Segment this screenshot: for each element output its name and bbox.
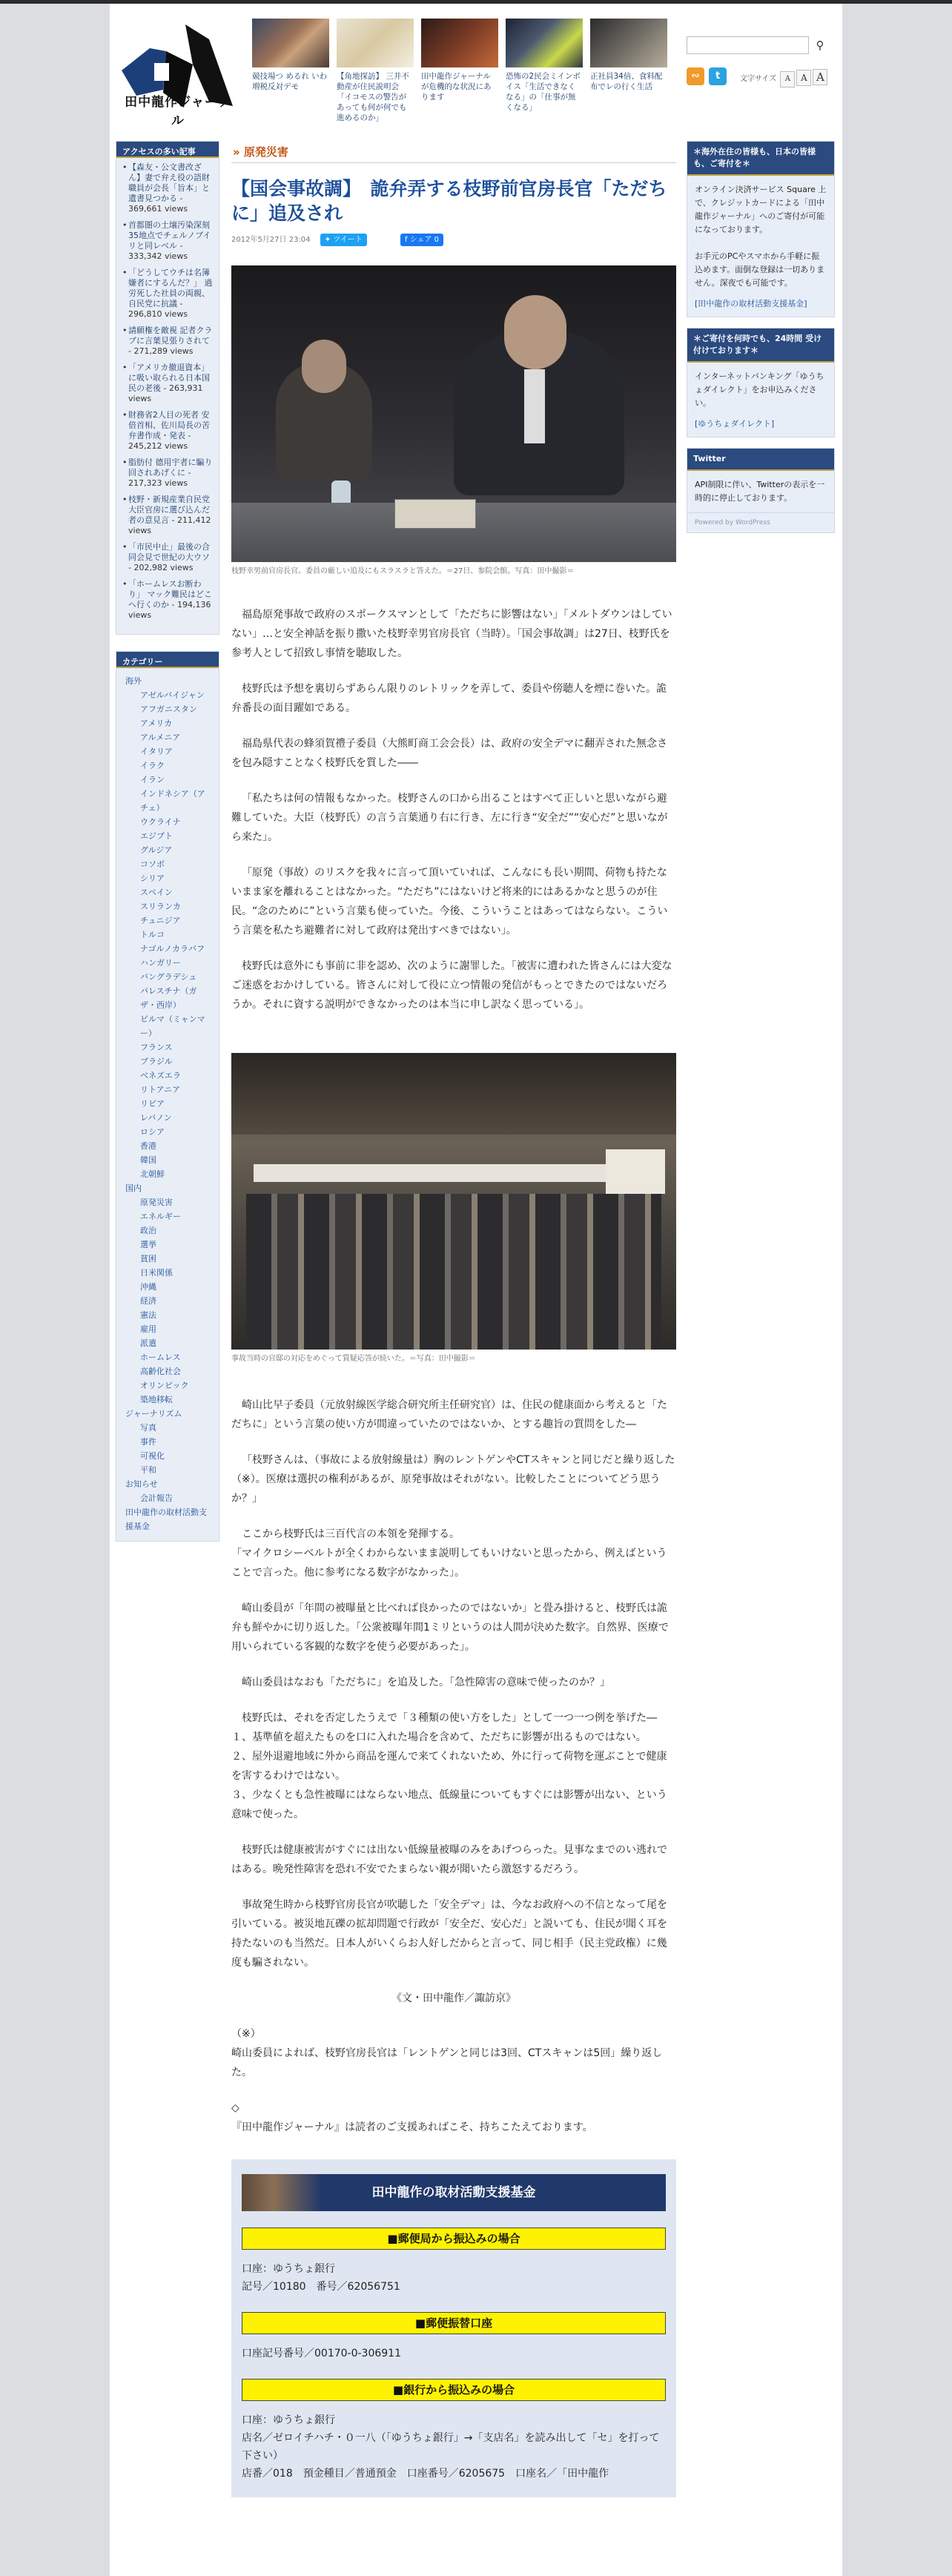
ranking-item[interactable] (122, 363, 213, 404)
category-item[interactable]: アルメニア (140, 733, 181, 742)
category-item[interactable]: 沖縄 (140, 1282, 156, 1292)
fund-line: 口座：ゆうちょ銀行 (242, 2414, 335, 2426)
article-date: 2012年5月27日 23:04 (231, 236, 311, 244)
ranking-link[interactable]: 脂肪付 德用宇者に騙り回されあげくに (128, 458, 213, 478)
category-item[interactable]: スペイン (140, 888, 173, 897)
fund-line: 口座：ゆうちょ銀行 (242, 2263, 335, 2275)
twitter-text: API制限に伴い、Twitterの表示を一時的に停止しております。 (695, 480, 825, 503)
donation-link[interactable]: [田中龍作の取材活動支援基金] (695, 299, 807, 308)
category-item[interactable]: エジプト (140, 831, 173, 841)
tweet-label: ツイート (333, 235, 363, 244)
article-meta (231, 233, 676, 248)
fund-section-lines (242, 2260, 666, 2296)
category-item[interactable]: 原発災害 (140, 1198, 173, 1207)
rss-icon[interactable]: ∾ (687, 67, 704, 85)
category-item[interactable]: シリア (140, 873, 165, 883)
thumb-image (252, 19, 329, 67)
article-paragraph: 「私たちは何の情報もなかった。枝野さんの口から出ることはすべて正しいと思いながら避難していた。大臣（枝野氏）の言う言葉通り右に行き、左に行き“安全だ”“安心だ”と思いながら来た」。 (231, 793, 668, 843)
article-paragraph: 事故発生時から枝野官房長官が吹聴した「安全デマ」は、今なお政府への不信となって尾を引いている。被災地瓦礫の拡却問題で行政が「安全だ、安心だ」と説いても、住民が聞く耳を持たないのも当然だ。日本人がいくらお人好しだからと言って、同じ相手（民主党政権）に幾度も騙されない。 (231, 1899, 667, 1969)
category-item[interactable]: アフガニスタン (140, 704, 197, 714)
category-item[interactable]: 事件 (140, 1437, 156, 1447)
category-item[interactable]: 北朝鮮 (140, 1169, 165, 1179)
category-widget (116, 651, 219, 1542)
font-size-large-button[interactable]: A (813, 69, 827, 85)
category-item[interactable]: 国内 (125, 1183, 142, 1193)
fund-line: 口座記号番号／00170‐0‐306911 (242, 2348, 401, 2359)
category-item[interactable]: トルコ (140, 930, 165, 939)
category-item[interactable]: 貧困 (140, 1254, 156, 1264)
category-item[interactable]: ジャーナリズム (125, 1409, 182, 1419)
category-item[interactable]: ベネズエラ (140, 1071, 181, 1080)
article-paragraph: 枝野氏は健康被害がすぐには出ない低線量被曝のみをあげつらった。見事なまでのい逃れではある。晩発性障害を恐れ不安でたまらない親が聞いたら激怒するだろう。 (231, 1844, 667, 1875)
ranking-item[interactable] (122, 268, 213, 320)
fund-section-header: ■郵便局から振込みの場合 (242, 2227, 666, 2250)
thumb-caption[interactable]: 正社員34倍、食料配布でレの行く生活 (590, 72, 663, 91)
category-item[interactable]: ナゴルノカラバフ (140, 944, 205, 954)
article-paragraph: 「原発（事故）のリスクを我々に言って頂いていれば、こんなにも長い期間、荷物も持たないまま家を離れることはなかった。“ただち”にはないけど将来的にはあるかなと思うのが住民。“念のために”という言葉も使っていた。今後、こういうことはあってはならない。こういう言葉を私たち避難者に対して政府は発出すべきではない」。 (231, 867, 668, 937)
category-item[interactable]: 会計報告 (140, 1493, 173, 1503)
category-item[interactable]: 雇用 (140, 1324, 156, 1334)
font-size-label: 文字サイズ (740, 75, 777, 83)
fund-sections (242, 2227, 666, 2483)
category-item[interactable]: 高齢化社会 (140, 1367, 181, 1376)
category-item[interactable]: インドネシア（アチェ） (140, 789, 205, 813)
thumb-image (590, 19, 667, 67)
site-header (110, 4, 842, 137)
fund-line: 店番／018 預金種目／普通預金 口座番号／6205675 口座名／「田中龍作 (242, 2468, 609, 2480)
ranking-item[interactable] (122, 410, 213, 452)
category-item[interactable]: アメリカ (140, 719, 173, 728)
category-item[interactable]: 海外 (125, 676, 142, 686)
fund-title: 田中龍作の取材活動支援基金 (371, 2185, 536, 2200)
article-paragraph: ここから枝野氏は三百代言の本領を発揮する。 「マイクロシーベルトが全くわからないまま説明してもいけないと思ったから、例えばということで言った。他に参考になる数字がなかった」。 (231, 1528, 667, 1579)
category-item[interactable]: グルジア (140, 845, 173, 855)
category-item[interactable]: ホームレス (140, 1353, 181, 1362)
thumb-image (337, 19, 414, 67)
article-paragraph: 福島県代表の蜂須賀禮子委員（大熊町商工会会長）は、政府の安全デマに翻弄された無念さを包み隠すことなく枝野氏を質した―― (231, 738, 667, 769)
ranking-title: アクセスの多い記事 (116, 142, 219, 158)
divider-mark: ◇ (231, 2102, 239, 2114)
thumb-caption[interactable]: 恐怖の2民会ミインボイス「生活できなくなる」の「仕事が無くなる」 (506, 72, 581, 112)
category-item[interactable]: 香港 (140, 1141, 156, 1151)
banking-title: ＊ご寄付を何時でも、24時間 受け付けております＊ (687, 328, 834, 363)
ranking-views: - 202,982 views (128, 563, 194, 572)
powered-by[interactable]: Powered by WordPress (687, 512, 834, 532)
thumb-caption[interactable]: 競技場つ めるれ いわ増税反対デモ (252, 72, 328, 91)
ranking-views: - 263,931 views (128, 383, 203, 403)
category-item[interactable]: フランス (140, 1043, 173, 1052)
thumb-image (506, 19, 583, 67)
article-paragraph: 崎山委員が「年間の被曝量と比べれば良かったのではないか」と畳み掛けると、枝野氏は詭弁も鮮やかに切り返した。「公衆被曝年間1ミリというのは人間が決めた数字。自然界、医療で用いられている客観的な数字を使う必要があった」。 (231, 1602, 669, 1653)
category-title: カテゴリー (116, 652, 219, 668)
category-item[interactable]: リトアニア (140, 1085, 181, 1094)
ranking-views: - 333,342 views (128, 241, 188, 261)
ranking-views: - 271,289 views (128, 346, 194, 356)
ranking-item[interactable] (122, 458, 213, 489)
ranking-item[interactable] (122, 162, 213, 214)
fund-section-header: ■銀行から振込みの場合 (242, 2379, 666, 2401)
category-item[interactable]: コソボ (140, 859, 165, 869)
ranking-widget (116, 141, 219, 635)
category-item[interactable]: アゼルバイジャン (140, 690, 205, 700)
ranking-link[interactable]: 首都圏の土壌汚染深刻 35地点でチェルノブイリと同レベル (128, 220, 211, 251)
ranking-link[interactable]: 「ホームレスお断わり」 マック難民はどこへ行くのか (128, 579, 213, 610)
fund-line: 店名／ゼロイチハチ・０一八（「ゆうちょ銀行」→「支店名」を読み出して「セ」を打って下さい） (242, 2432, 660, 2462)
social-links (687, 67, 728, 87)
fund-section-header: ■郵便振替口座 (242, 2312, 666, 2334)
breadcrumb[interactable]: » 原発災害 (231, 141, 676, 163)
category-item[interactable]: イラク (140, 761, 165, 770)
ranking-views: - 296,810 views (128, 299, 188, 319)
ranking-views: - 217,323 views (128, 468, 191, 488)
ranking-item[interactable] (122, 579, 213, 621)
category-item[interactable]: オリンピック (140, 1381, 189, 1390)
featured-thumb[interactable] (506, 19, 583, 122)
article-paragraph: 崎山委員はなおも「ただちに」を追及した。「急性障害の意味で使ったのか？」 (242, 1677, 610, 1688)
article-title: 【国会事故調】 詭弁弄する枝野前官房長官「ただちに」追及され (231, 178, 667, 224)
ranking-views: - 245,212 views (128, 431, 191, 451)
ranking-link[interactable]: 「市民中止」最後の合同会見で世紀の大ウソ (128, 542, 210, 562)
category-item[interactable]: ハンガリー (140, 958, 181, 968)
fund-title-banner (242, 2174, 666, 2211)
category-item[interactable]: ビルマ（ミャンマー） (140, 1014, 205, 1038)
category-item[interactable]: イタリア (140, 747, 173, 756)
search-icon[interactable]: ⚲ (816, 39, 824, 52)
banking-widget (687, 328, 835, 437)
ranking-views: - 194,136 views (128, 600, 211, 620)
tweet-button[interactable]: ✦ ツイート (320, 234, 367, 246)
category-item[interactable]: レバノン (140, 1113, 172, 1123)
font-size-medium-button[interactable]: A (796, 70, 811, 86)
article-paragraph: 枝野氏は意外にも事前に非を認め、次のように謝罪した。「被害に遭われた皆さんには大変なご迷惑をおかけしている。皆さんに対して役に立つ情報の発信がもっとできたのではないだろうか。それに資する説明ができなかったのは本当に申し訳なく思っている」。 (231, 960, 672, 1011)
ranking-link[interactable]: 請願権を敵視 記者クラブに言葉見張りされて (128, 326, 213, 346)
category-item[interactable]: バングラデシュ (140, 972, 197, 982)
category-item[interactable]: 日米関係 (140, 1268, 173, 1278)
facebook-share-button[interactable]: f シェア 0 (400, 234, 443, 246)
featured-thumbnails (252, 19, 667, 122)
note-mark: （※） (231, 2028, 261, 2040)
article-body-1 (231, 605, 676, 1031)
article-paragraph: 枝野氏は予想を裏切らずあらん限りのレトリックを弄して、委員や傍聴人を煙に巻いた。詭弁番長の面目躍如である。 (231, 683, 667, 714)
category-item[interactable]: 経済 (140, 1296, 156, 1306)
category-item[interactable]: 平和 (140, 1465, 156, 1475)
article-paragraph: 「枝野さんは、（事故による放射線量は）胸のレントゲンやCTスキャンと同じだと繰り返した（※）。医療は選択の権利があるが、原発事故はそれがない。比較したことについてどう思うか？」 (231, 1454, 675, 1505)
font-size-small-button[interactable]: A (780, 71, 795, 87)
thumb-image (421, 19, 498, 67)
category-item[interactable]: 政治 (140, 1226, 156, 1235)
ranking-views: - 211,412 views (128, 515, 211, 535)
logo-title: 田中龍作ジャーナル (125, 95, 231, 128)
thumb-caption[interactable]: 田中龍作ジャーナルが危機的な状況にあります (421, 72, 492, 102)
support-fund-box (231, 2159, 676, 2497)
thumb-caption[interactable]: 【角地探訪】 三井不動産が住民説明会「イコモスの警告があっても何が何でも進めるのか」 (337, 72, 409, 122)
article-body-2 (231, 1396, 676, 1989)
photo-caption: 枝野幸男前官房長官。委員の厳しい追及にもスラスラと答えた。＝27日、参院会館。写真：田中撮影＝ (231, 567, 575, 575)
fund-section-lines (242, 2411, 666, 2483)
donation-title: ＊海外在住の皆様も、日本の皆様も、ご寄付を＊ (687, 142, 834, 176)
photo-caption: 事故当時の官邸の対応をめぐって質疑応答が続いた。＝写真：田中撮影＝ (231, 1355, 476, 1363)
category-item[interactable]: チュニジア (140, 916, 181, 925)
featured-thumb[interactable] (590, 19, 667, 122)
ranking-list (116, 158, 219, 621)
ranking-link[interactable]: 【森友・公文書改ざん】妻で弁え役の語財職員が会長「旨本」と遺書見つかる (128, 162, 210, 203)
banking-text: インターネットバンキング「ゆうちょダイレクト」をお申込みください。 (695, 371, 824, 408)
ranking-link[interactable]: 財務省2人目の死者 安倍首相、佐川局長の苦弁書作成・発表 (128, 410, 210, 440)
donation-widget (687, 141, 835, 317)
search-input[interactable] (687, 36, 809, 54)
category-item[interactable]: リビア (140, 1099, 165, 1109)
category-item[interactable]: 派遣 (140, 1338, 156, 1348)
category-item[interactable]: エネルギー (140, 1212, 181, 1221)
ranking-link[interactable]: 「どうしてウチは名簿嫌者にするんだ？」 過労死した社員の両親、自民党に抗議 (128, 268, 213, 308)
category-item[interactable]: お知らせ (125, 1479, 158, 1489)
note-text: 崎山委員によれば、枝野官房長官は「レントゲンと同じは3回、CTスキャンは5回」繰り返した。 (231, 2047, 663, 2078)
category-item[interactable]: ロシア (140, 1127, 165, 1137)
article (231, 141, 676, 2497)
category-item[interactable]: ウクライナ (140, 817, 181, 827)
twitter-title: Twitter (687, 449, 834, 471)
featured-thumb[interactable] (337, 19, 414, 122)
category-item[interactable]: 韓国 (140, 1155, 156, 1165)
right-sidebar (687, 141, 835, 544)
category-item[interactable]: 田中龍作の取材活動支援基金 (125, 1507, 207, 1531)
category-item[interactable]: 写真 (140, 1423, 156, 1433)
ranking-link[interactable]: 枝野・新規産業自民党大臣官房に選び込んだ者の意見言 (128, 495, 210, 525)
category-item[interactable]: パレスチナ（ガザ・西岸） (140, 986, 197, 1010)
font-size-control (740, 69, 827, 87)
ranking-link[interactable]: 「アメリカ撤退資本」に吸い取られる日本国民の老後 (128, 363, 210, 393)
twitter-icon[interactable]: t (709, 67, 727, 85)
closing-text: 『田中龍作ジャーナル』は読者のご支援あればこそ、持ちこたえております。 (231, 2121, 593, 2133)
article-footer-text (231, 1989, 676, 2137)
featured-thumb[interactable] (252, 19, 329, 122)
donation-text: オンライン決済サービス Square 上で、クレジットカードによる「田中龍作ジャーナル」へのご寄付が可能になっております。 お手元のPCやスマホから手軽に振込めます。面倒な登録は一切ありません。深夜でも可能です。 (695, 185, 827, 288)
ranking-item[interactable] (122, 542, 213, 573)
site-logo[interactable] (122, 19, 234, 128)
article-photo-edano (231, 265, 676, 562)
article-photo-meeting (231, 1053, 676, 1350)
category-item[interactable]: ブラジル (140, 1057, 173, 1066)
twitter-widget (687, 448, 835, 533)
category-item[interactable]: 憲法 (140, 1310, 156, 1320)
article-paragraph: 福島原発事故で政府のスポークスマンとして「ただちに影響はない」「メルトダウンはしていない」…と安全神話を振り撒いた枝野幸男官房長官（当時）。「国会事故調」は27日、枝野氏を参考人として招致し事情を聴取した。 (231, 609, 672, 659)
ranking-item[interactable] (122, 495, 213, 536)
signature: 《文・田中龍作／諏訪京》 (391, 1992, 516, 2004)
featured-thumb[interactable] (421, 19, 498, 122)
ranking-item[interactable] (122, 326, 213, 357)
category-item[interactable]: 選挙 (140, 1240, 156, 1249)
share-label: シェア 0 (409, 235, 440, 244)
category-item[interactable]: 築地移転 (140, 1395, 173, 1404)
ranking-views: - 369,661 views (128, 194, 188, 214)
category-item[interactable]: 可視化 (140, 1451, 165, 1461)
category-label[interactable]: 原発災害 (243, 145, 288, 159)
category-item[interactable]: スリランカ (140, 902, 181, 911)
page-wrapper (110, 4, 842, 2576)
fund-line: 記号／10180 番号／62056751 (242, 2281, 400, 2293)
article-paragraph: 崎山比早子委員（元放射線医学総合研究所主任研究官）は、住民の健康面から考えると「ただちに」という言葉の使い方が間違っていたのではないか、とする趣旨の質問をした― (231, 1399, 667, 1430)
fund-section-lines (242, 2345, 666, 2362)
banking-link[interactable]: [ゆうちょダイレクト] (695, 419, 775, 429)
category-list (116, 668, 219, 1533)
article-paragraph: 枝野氏は、それを否定したうえで「３種類の使い方をした」として一つ一つ例を挙げた― １、基準値を超えたものを口に入れた場合を含めて、ただちに影響が出るものではない。 ２、屋外退避地域に外から商品を運んで来てくれないため、外に行って荷物を運ぶことで健康を害するわけではない。 ３、少なくとも急性被曝にはならない地点、低線量についてもすぐには影響が出ない、という意味で使った。 (231, 1712, 667, 1820)
category-item[interactable]: イラン (140, 775, 165, 785)
ranking-item[interactable] (122, 220, 213, 262)
left-sidebar (116, 141, 219, 1542)
